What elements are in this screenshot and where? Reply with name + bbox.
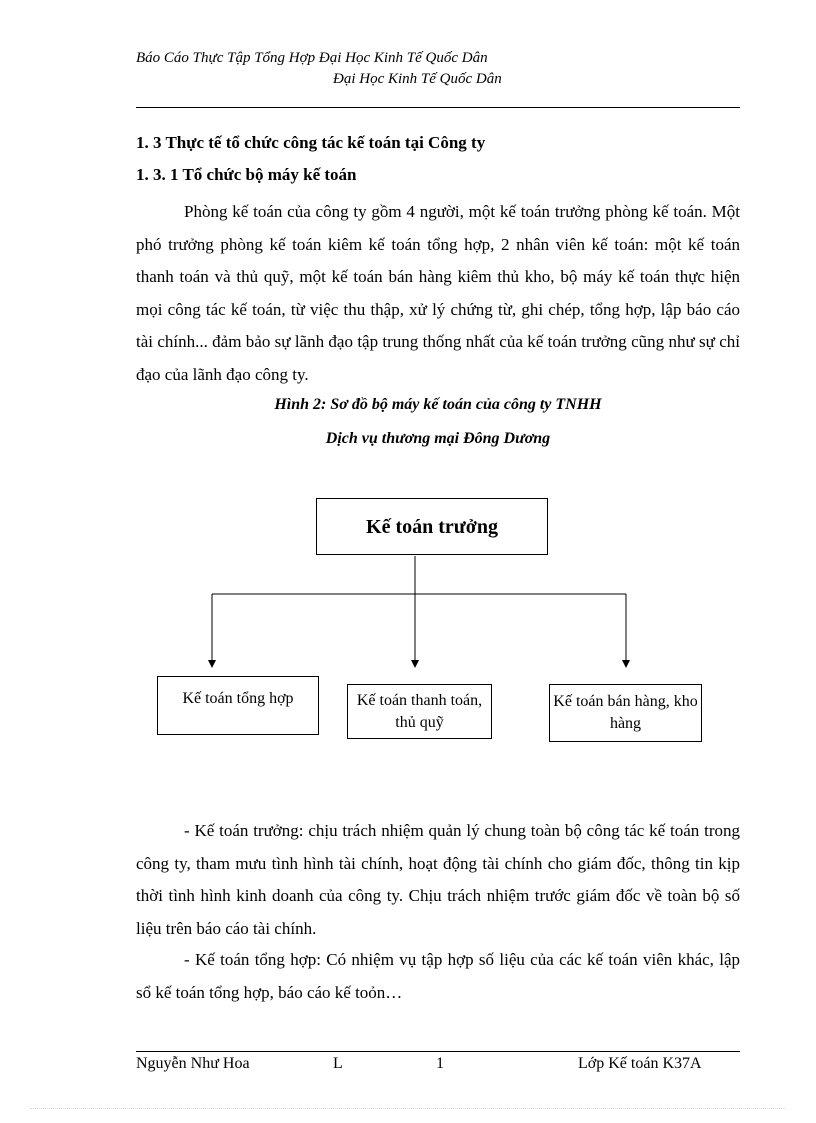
footer-letter: L (333, 1055, 343, 1072)
figure-caption-line2: Dịch vụ thương mại Đông Dương (325, 430, 551, 447)
org-box-chief-accountant: Kế toán trưởng (316, 498, 548, 555)
footer-page-number: 1 (436, 1055, 444, 1072)
org-box-general-accountant: Kế toán tổng hợp (157, 676, 319, 735)
intro-paragraph: Phòng kế toán của công ty gồm 4 người, một kế toán trưởng phòng kế toán. Một phó trưởng phòng kế toán kiêm kế toán tổng hợp, 2 nhân viên kế toán: một kế toán thanh toán và thủ quỹ, một kế toán bán hàng kiêm thủ kho, bộ máy kế toán thực hiện mọi công tác kế toán, từ việc thu thập, xử lý chứng từ, ghi chép, tổng hợp, lập báo cáo tài chính... đảm bảo sự lãnh đạo tập trung thống nhất của kế toán trưởng cũng như sự chỉ đạo của lãnh đạo công ty. (136, 202, 740, 384)
section-heading: 1. 3 Thực tế tổ chức công tác kế toán tại Công ty (136, 133, 486, 152)
description-general-accountant: - Kế toán tổng hợp: Có nhiệm vụ tập hợp số liệu của các kế toán viên khác, lập sổ kế toán tổng hợp, báo cáo kế toỏn… (136, 950, 740, 1002)
footer-class: Lớp Kế toán K37A (578, 1055, 702, 1072)
header-title-line2: Đại Học Kinh Tế Quốc Dân (333, 71, 502, 87)
section-subheading: 1. 3. 1 Tổ chức bộ máy kế toán (136, 165, 357, 184)
org-box-sales-warehouse: Kế toán bán hàng, kho hàng (549, 684, 702, 742)
org-box-payment-cashier: Kế toán thanh toán, thủ quỹ (347, 684, 492, 739)
figure-caption-line1: Hình 2: Sơ đồ bộ máy kế toán của công ty TNHH (274, 396, 602, 413)
footer-rule (136, 1051, 740, 1052)
header-title-line1: Báo Cáo Thực Tập Tổng Hợp Đại Học Kinh Tế Quốc Dân (136, 50, 488, 66)
description-chief-accountant: - Kế toán trưởng: chịu trách nhiệm quản lý chung toàn bộ công tác kế toán trong công ty, tham mưu tình hình tài chính, hoạt động tài chính cho giám đốc, thông tin kịp thời tình hình kinh doanh của công ty. Chịu trách nhiệm trước giám đốc về toàn bộ số liệu trên báo cáo tài chính. (136, 821, 740, 938)
footer-author: Nguyễn Như Hoa (136, 1055, 250, 1072)
page-bottom-border (30, 1108, 786, 1109)
